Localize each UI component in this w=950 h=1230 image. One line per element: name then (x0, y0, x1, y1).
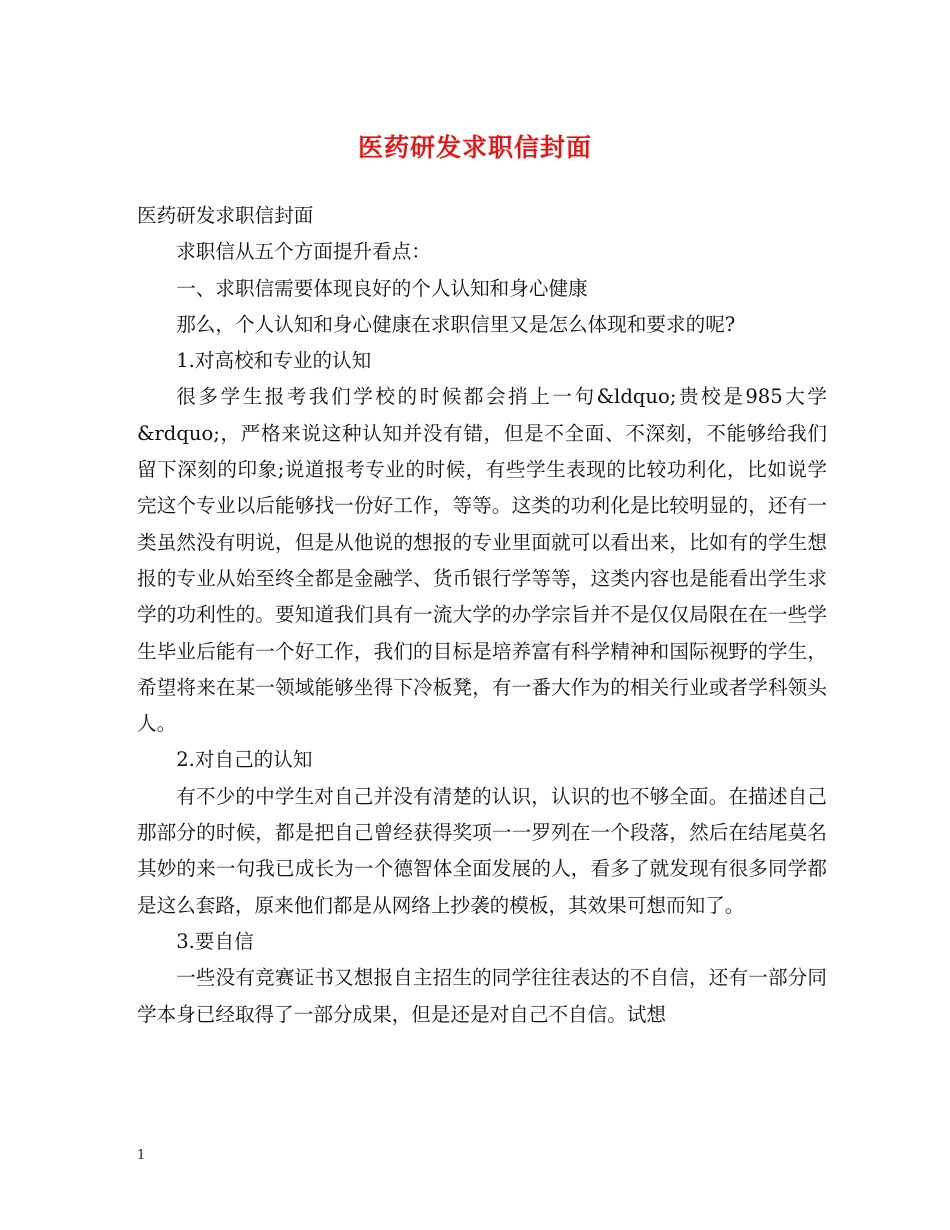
paragraph: 求职信从五个方面提升看点： (176, 240, 431, 264)
paragraph: 3.要自信 (176, 929, 254, 953)
paragraph-heading: 医药研发求职信封面 (137, 204, 314, 227)
paragraph: 1.对高校和专业的认知 (176, 349, 372, 373)
paragraph: 那么，个人认知和身心健康在求职信里又是怎么体现和要求的呢? (176, 312, 736, 336)
paragraph: 有不少的中学生对自己并没有清楚的认识，认识的也不够全面。在描述自己那部分的时候，都是把自己曾经获得奖项一一罗列在一个段落，然后在结尾莫名其妙的来一句我已成长为一个德智体全面发展的人，看多了就发现有很多同学都是这么套路，原来他们都是从网络上抄袭的模板，其效果可想而知了。 (137, 784, 827, 917)
document-body (137, 198, 827, 1033)
document-title: 医药研发求职信封面 (357, 133, 592, 162)
paragraph: 2.对自己的认知 (176, 748, 313, 772)
paragraph: 很多学生报考我们学校的时候都会捎上一句&ldquo;贵校是985大学&rdquo;，严格来说这种认知并没有错，但是不全面、不深刻，不能够给我们留下深刻的印象;说道报考专业的时候，有些学生表现的比较功利化，比如说学完这个专业以后能够找一份好工作，等等。这类的功利化是比较明显的，还有一类虽然没有明说，但是从他说的想报的专业里面就可以看出来，比如有的学生想报的专业从始至终全都是金融学、货币银行学等等，这类内容也是能看出学生求学的功利性的。要知道我们具有一流大学的办学宗旨并不是仅仅局限在在一些学生毕业后能有一个好工作，我们的目标是培养富有科学精神和国际视野的学生，希望将来在某一领域能够坐得下冷板凳，有一番大作为的相关行业或者学科领头人。 (137, 385, 827, 736)
paragraph: 一、求职信需要体现良好的个人认知和身心健康 (176, 276, 588, 300)
page-number: 1 (137, 1148, 146, 1163)
paragraph: 一些没有竞赛证书又想报自主招生的同学往往表达的不自信，还有一部分同学本身已经取得了一部分成果，但是还是对自己不自信。试想 (137, 966, 827, 1026)
